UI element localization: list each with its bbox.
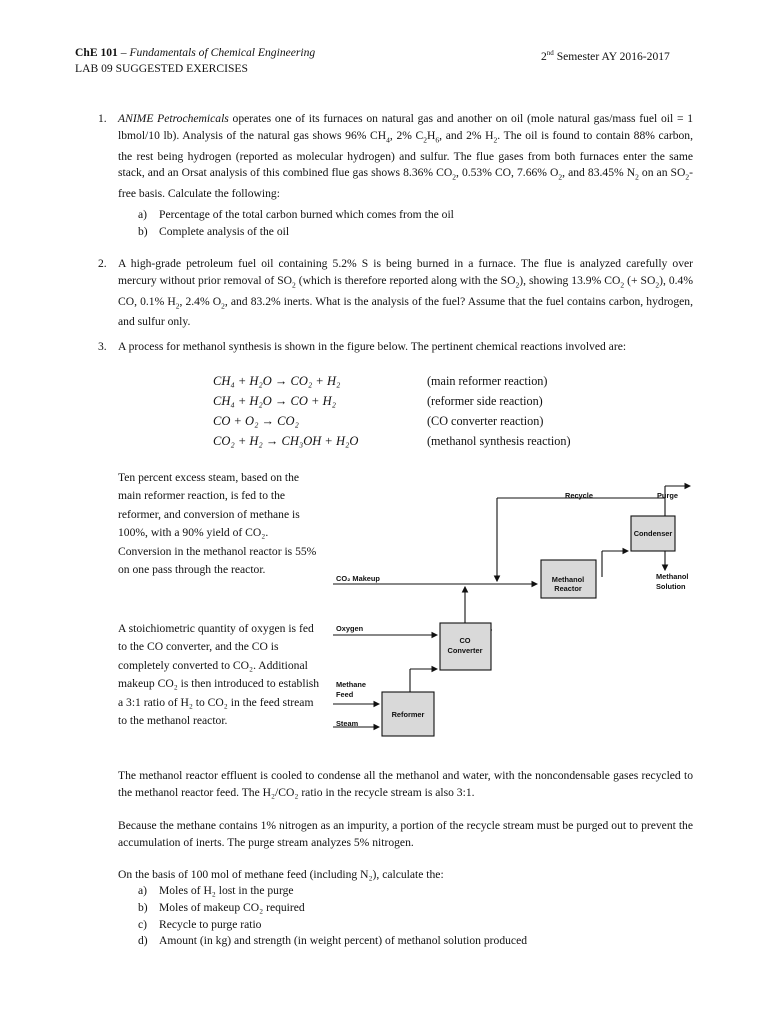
reaction-3-equation: CO + O₂ → CO₂ xyxy=(213,414,299,428)
p1-d: 2 xyxy=(423,134,428,144)
condenser-label: Condenser xyxy=(633,529,673,538)
problem-1-number: 1. xyxy=(98,112,107,125)
reformer-label: Reformer xyxy=(391,710,425,719)
process-flow-diagram xyxy=(330,478,700,742)
semester-label xyxy=(541,45,670,65)
p2-4: 2 xyxy=(515,279,520,289)
item-text: Percentage of the total carbon burned which comes from the oil xyxy=(159,208,454,221)
p2-5: ), showing 13.9% CO xyxy=(519,273,621,287)
paragraph-nitrogen: Because the methane contains 1% nitrogen as an impurity, a portion of the recycle stream must be purged out to prevent the accumulation of inerts. The purge stream analyzes 5% nitrogen. xyxy=(118,819,693,849)
item-text: Complete analysis of the oil xyxy=(159,225,290,238)
problem-1-text xyxy=(118,111,693,203)
recycle-label: Recycle xyxy=(565,491,593,500)
co-converter-label-1: CO xyxy=(459,636,471,645)
p2-1: A high-grade petroleum fuel oil containing 5.2% S is being burned in a furnace. The flue is analyzed carefully over mercury without prior removal of SO xyxy=(118,257,693,287)
methanol-solution-label-1: Methanol xyxy=(656,572,689,581)
lab-title: LAB 09 SUGGESTED EXERCISES xyxy=(75,62,248,75)
p1-p: 2 xyxy=(685,172,690,182)
p2-2: 2 xyxy=(292,279,296,289)
company-name: ANIME Petrochemicals xyxy=(118,112,229,125)
methanol-reactor-label-1: Methanol xyxy=(551,575,585,584)
item-text: Moles of H₂ lost in the purge xyxy=(159,884,294,897)
methane-feed-label-1: Methane xyxy=(336,680,366,689)
course-line xyxy=(75,45,315,61)
item-label: b) xyxy=(138,225,148,238)
course-title: Fundamentals of Chemical Engineering xyxy=(129,46,316,59)
problem-3-intro: A process for methanol synthesis is shown in the figure below. The pertinent chemical reactions involved are: xyxy=(118,340,627,353)
item-label: c) xyxy=(138,918,148,931)
oxygen-label: Oxygen xyxy=(336,624,364,633)
problem-2-number: 2. xyxy=(98,257,107,270)
p1-g: , and 2% H xyxy=(439,128,494,142)
p1-n: 2 xyxy=(635,172,639,182)
p1-i: . The oil is found to contain 88% carbon, the rest being hydrogen (reported as molecular hydrogen) and sulfur. The flue gases from both furnaces enter the same stack, and an Orsat analysis of this combined flue gas shows 8.36% CO xyxy=(118,128,693,180)
paragraph-basis: On the basis of 100 mol of methane feed (including N₂), calculate the: xyxy=(118,868,444,881)
item-text: Recycle to purge ratio xyxy=(159,918,262,931)
p2-3: (which is therefore reported along with the SO xyxy=(295,273,516,287)
p2-6: 2 xyxy=(620,279,625,289)
item-label: d) xyxy=(138,934,148,947)
methanol-reactor-label-2: Reactor xyxy=(554,584,582,593)
steam-label: Steam xyxy=(336,719,359,728)
semester-number: 2 xyxy=(541,49,547,63)
p1-o: on an SO xyxy=(638,166,686,180)
item-label: a) xyxy=(138,884,148,897)
p1-j: 2 xyxy=(452,172,456,182)
p1-m: , and 83.45% N xyxy=(562,166,636,180)
reaction-3-note: (CO converter reaction) xyxy=(427,414,544,428)
co-converter-label-2: Converter xyxy=(447,646,483,655)
p2-12: 2 xyxy=(221,300,225,310)
p1-e: H xyxy=(427,128,436,142)
item-label: b) xyxy=(138,901,148,914)
reaction-1-equation: CH₄ + H₂O → CO₂ + H₂ xyxy=(213,374,341,388)
p1-k: , 0.53% CO, 7.66% O xyxy=(455,166,559,180)
semester-rest: Semester AY 2016-2017 xyxy=(553,49,670,63)
p1-f: 6 xyxy=(435,134,440,144)
p1-h: 2 xyxy=(493,134,498,144)
p1-l: 2 xyxy=(558,172,563,182)
page-header-left xyxy=(75,45,315,77)
reaction-2-note: (reformer side reaction) xyxy=(427,394,543,408)
p1-a: operates one of its furnaces on natural gas and another on oil (mole natural gas/mass fuel oil = 1 lbmol/10 lb). Analysis of the natural gas shows 96% CH xyxy=(118,112,693,142)
reaction-4-equation: CO₂ + H₂ → CH₃OH + H₂O xyxy=(213,434,359,448)
p1-q: -free basis. Calculate the following: xyxy=(118,166,694,200)
semester-suffix: nd xyxy=(546,49,554,57)
methane-feed-label-2: Feed xyxy=(336,690,354,699)
course-separator: – xyxy=(117,46,130,59)
problem-2-text xyxy=(118,256,693,331)
paragraph-effluent: The methanol reactor effluent is cooled to condense all the methanol and water, with the noncondensable gases recycled to the methanol reactor feed. The H₂/CO₂ ratio in the recycle stream is also 3:1. xyxy=(118,769,693,799)
p2-11: , 2.4% O xyxy=(179,294,222,308)
reaction-1-note: (main reformer reaction) xyxy=(427,374,548,388)
reaction-4-note: (methanol synthesis reaction) xyxy=(427,434,571,448)
left-paragraph-steam: Ten percent excess steam, based on the main reformer reaction, is fed to the reformer, and conversion of methane is 100%, with a 90% yield of CO₂. Conversion in the methanol reactor is 55% on one pass through the reactor. xyxy=(118,471,317,577)
left-paragraph-oxygen: A stoichiometric quantity of oxygen is fed to the CO converter, and the CO is completely converted to CO₂. Additional makeup CO₂ is then introduced to establish a 3:1 ratio of H₂ to CO₂ in the feed stream to the methanol reactor. xyxy=(118,622,320,728)
course-code: ChE 101 xyxy=(75,46,118,59)
item-label: a) xyxy=(138,208,148,221)
purge-label: Purge xyxy=(657,491,678,500)
p2-9: ), 0.4% CO, 0.1% H xyxy=(118,273,693,308)
reaction-2-equation: CH₄ + H₂O → CO + H₂ xyxy=(213,394,336,408)
methanol-solution-label-2: Solution xyxy=(656,582,686,591)
p2-8: 2 xyxy=(655,279,660,289)
p1-b: 4 xyxy=(386,134,390,144)
item-text: Amount (in kg) and strength (in weight percent) of methanol solution produced xyxy=(159,934,528,947)
p2-7: (+ SO xyxy=(624,273,656,287)
p2-13: , and 83.2% inerts. What is the analysis of the fuel? Assume that the fuel contains carbon, hydrogen, and sulfur only. xyxy=(118,294,693,329)
p1-c: , 2% C xyxy=(389,128,424,142)
co2-makeup-label: CO₂ Makeup xyxy=(336,574,380,583)
item-text: Moles of makeup CO₂ required xyxy=(159,901,305,914)
problem-3-number: 3. xyxy=(98,340,107,353)
p2-10: 2 xyxy=(175,300,180,310)
